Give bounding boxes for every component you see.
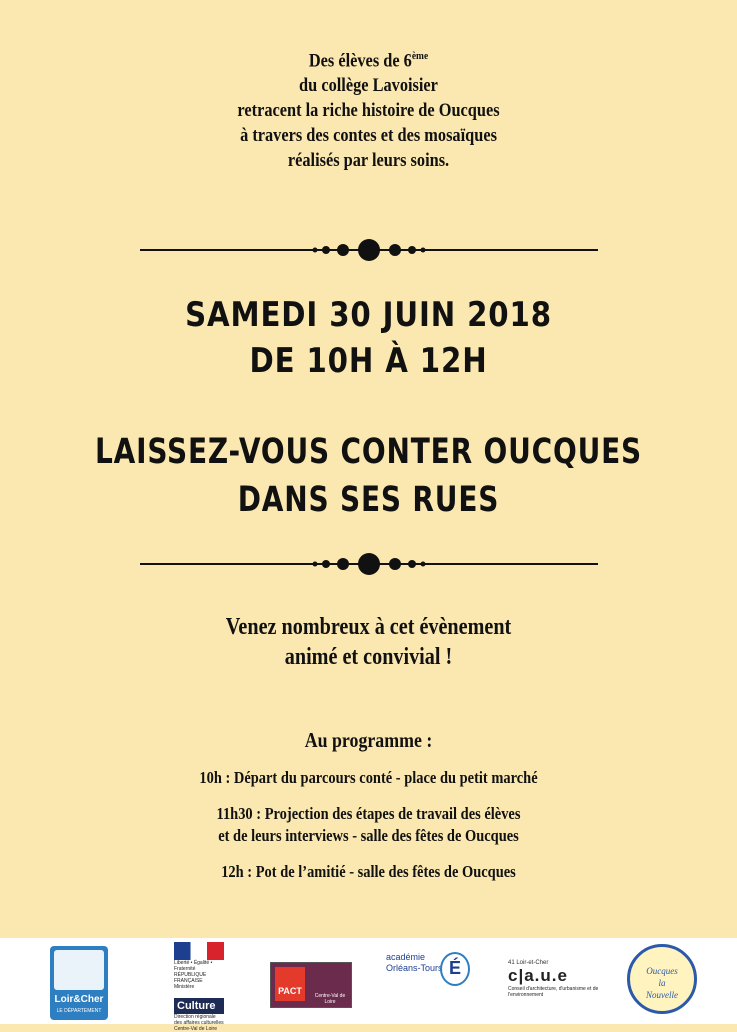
oucques-la-nouvelle-logo	[627, 944, 697, 1014]
intro-line-5: réalisés par leurs soins.	[287, 150, 450, 172]
program-item	[55, 803, 681, 847]
program-item	[55, 767, 681, 789]
ministere-label: Ministère	[174, 984, 195, 990]
pact-logo	[270, 962, 352, 1008]
caue-name: c|a.u.e	[508, 966, 568, 985]
intro-line-1: Des élèves de 6	[308, 50, 412, 72]
academie-line-2: Orléans-Tours	[386, 963, 443, 973]
loir-et-cher-emblem-icon	[54, 950, 104, 990]
invitation-line-2: animé et convivial !	[284, 644, 453, 670]
republique-motto: Liberté • Égalité • Fraternité	[174, 960, 213, 972]
loir-et-cher-name: Loir&Cher	[54, 994, 104, 1005]
loir-et-cher-subtitle: LE DÉPARTEMENT	[56, 1008, 102, 1014]
caue-subtitle: Conseil d'architecture, d'urbanisme et de l'environnement	[508, 986, 599, 998]
intro-line-3: retracent la riche histoire de Oucques	[237, 100, 500, 122]
program-title: Au programme :	[304, 728, 433, 752]
partner-logos-bar	[0, 938, 737, 1032]
event-title-line-1: LAISSEZ-VOUS CONTER OUCQUES	[94, 432, 642, 472]
event-date-line: SAMEDI 30 JUIN 2018	[185, 295, 552, 335]
drac-line-3: Centre-Val de Loire	[174, 1026, 217, 1032]
invitation-line-1: Venez nombreux à cet évènement	[225, 614, 512, 640]
intro-superscript: ème	[411, 50, 429, 62]
program-item-line: 10h : Départ du parcours conté - place du petit marché	[199, 768, 538, 787]
program-item-line: 11h30 : Projection des étapes de travail des élèves	[216, 804, 521, 823]
pact-region: Centre-Val de Loire	[314, 993, 346, 1005]
culture-label: Culture	[174, 998, 224, 1014]
ornament-divider-bottom	[140, 552, 598, 576]
oucques-line-1: Oucques	[646, 966, 678, 976]
academie-e-icon: É	[440, 952, 470, 986]
invitation-text	[59, 612, 678, 672]
academie-logo	[386, 952, 466, 978]
drac-line-2: des affaires culturelles	[174, 1020, 224, 1026]
event-time-line: DE 10H À 12H	[249, 341, 488, 381]
intro-line-4: à travers des contes et des mosaïques	[240, 125, 497, 147]
intro-text	[52, 44, 686, 173]
oucques-line-3: Nouvelle	[646, 990, 678, 1000]
drac-line-1: Direction régionale	[174, 1014, 216, 1020]
event-title	[74, 428, 664, 524]
republique-name: RÉPUBLIQUE FRANÇAISE	[174, 972, 207, 984]
marianne-flag-icon	[174, 942, 224, 960]
event-date	[52, 292, 686, 384]
caue-department: 41 Loir-et-Cher	[508, 960, 549, 966]
academie-line-1: académie	[386, 952, 426, 962]
republique-culture-logo	[174, 942, 224, 1032]
program-item-line: 12h : Pot de l’amitié - salle des fêtes de Oucques	[221, 862, 516, 881]
pact-name: PACT	[275, 967, 305, 1001]
intro-line-2: du collège Lavoisier	[299, 75, 438, 97]
oucques-line-2: la	[658, 978, 666, 988]
event-title-line-2: DANS SES RUES	[237, 480, 500, 520]
program-section	[55, 728, 681, 897]
loir-et-cher-logo	[50, 946, 108, 1020]
program-item-line: et de leurs interviews - salle des fêtes de Oucques	[218, 826, 519, 845]
caue-logo	[508, 960, 600, 998]
ornament-divider-top	[140, 238, 598, 262]
program-item	[55, 861, 681, 883]
